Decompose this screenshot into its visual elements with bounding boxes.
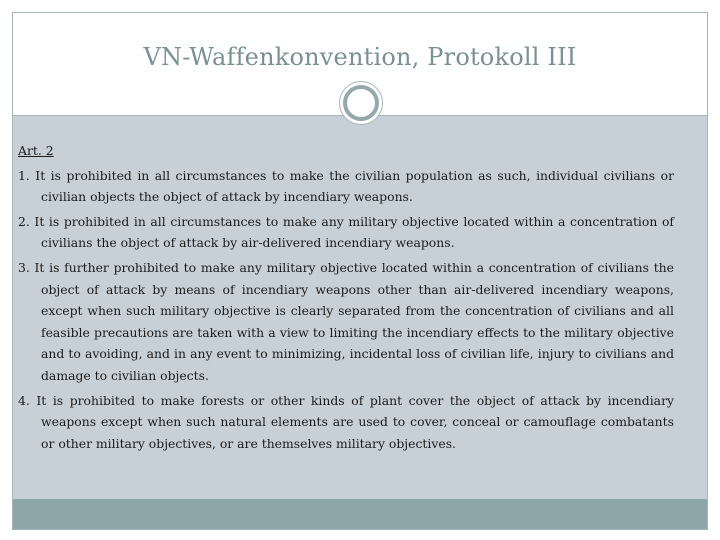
paragraph-1: 1. It is prohibited in all circumstances to make the civilian population as such, individual civilians or civilian objects the object of attack by incendiary weapons. — [18, 167, 674, 205]
paragraph-2: 2. It is prohibited in all circumstances to make any military objective located within a concentration of civilians the object of attack by air-delivered incendiary weapons. — [18, 213, 674, 251]
circle-ornament-icon — [339, 81, 383, 125]
footer-bar — [13, 499, 707, 529]
paragraph-4: 4. It is prohibited to make forests or other kinds of plant cover the object of attack by incendiary weapons except when such natural elements are used to cover, conceal or camouflage combatants or other military objectives, or are themselves military objectives. — [18, 392, 674, 451]
slide-body — [18, 140, 674, 457]
circle-ring — [343, 85, 379, 121]
slide-title: VN-Waffenkonvention, Protokoll III — [143, 43, 577, 71]
paragraph-3: 3. It is further prohibited to make any military objective located within a concentration of civilians the object of attack by means of incendiary weapons other than air-delivered incendiary weapons, except when such military objective is clearly separated from the concentration of civilians and all feasible precautions are taken with a view to limiting the incendiary effects to the military objective and to avoiding, and in any event to minimizing, incidental loss of civilian life, injury to civilians and damage to civilian objects. — [18, 259, 674, 383]
article-heading: Art. 2 — [18, 143, 54, 158]
